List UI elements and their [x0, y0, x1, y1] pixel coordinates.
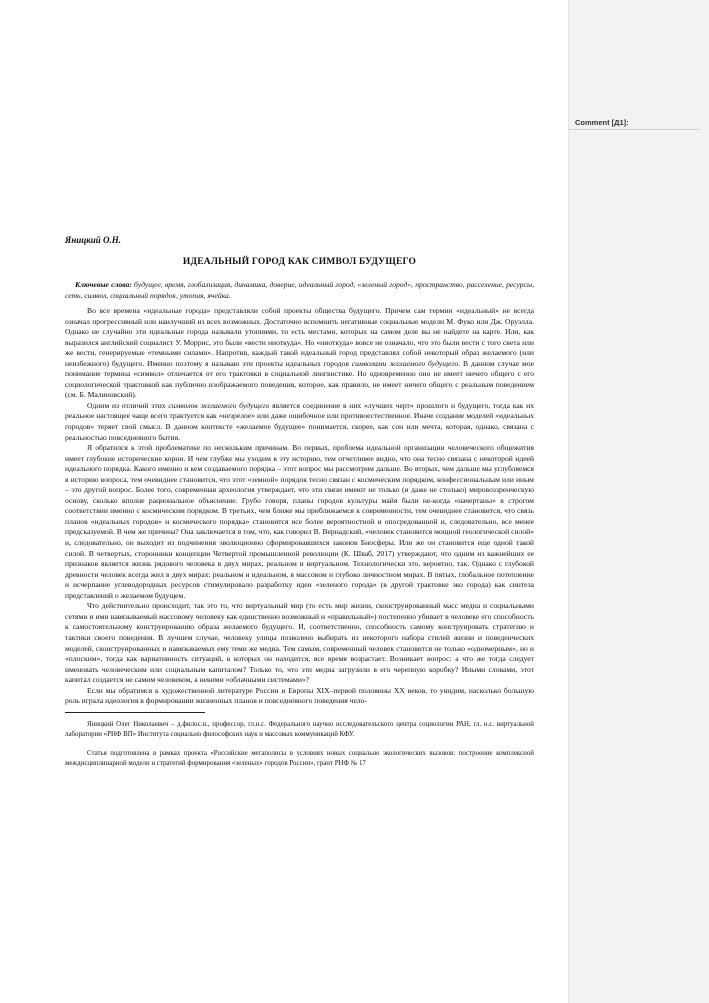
article-body	[65, 235, 534, 779]
paragraph-1-emphasis: символами желаемого будущего	[351, 358, 459, 368]
comment-connector-line	[569, 129, 699, 130]
author-name: Яницкий О.Н.	[65, 235, 122, 245]
paragraph-2-emphasis: символов желаемого будущего	[168, 400, 270, 410]
keywords-label: Ключевые слова:	[75, 280, 132, 289]
paragraph-1-text-a: Во все времена «идеальные города» представляли собой проекты общества будущего. Причем сам термин «идеальный» не всегда означал прогрессивный или наилучший из всех возможных. Достаточно вспомнить негативные социальные модели М. Фуко или Дж. Оруэлла. Однако не случайно эти идеальные города называли утопиями, то есть местами, которых на самом деле вы не найдете на карте. Или, как выразился английский социалист У. Моррис, это были «вести ниоткуда». Но «ниоткуда» вовсе не означало, что это были вести с того света или же вести, генерируемые «темными силами». Напротив, каждый такой идеальный город представлял собой некоторый образ желаемого (или неизбежного) будущего. Именно поэтому я называю эти проекты идеальных городов	[65, 306, 534, 368]
paragraph-5: Если мы обратимся к художественной литературе России и Европы XIX–первой половины XX веков, то увидим, насколько большую роль играла идеология в формировании жизненных планов и повседневного поведения чело-	[65, 685, 534, 706]
comment-label[interactable]: Comment [Д1]:	[575, 118, 629, 127]
footnote-2: Статья подготовлена в рамках проекта «Российские мегаполисы в условиях новых социально экологических вызовов: построение комплексной междисциплинарной модели и стратегий формирования «зеленых» городов России», грант РНФ № 17	[65, 750, 534, 768]
paragraph-2-text-b: является соединение в них «лучших черт» прошлого и будущего, тогда как их реальное настоящее чаще всего трактуется как «незрелое» или даже ошибочное или противоестественное. Иначе создание моделей «идеальных городов» теряет свой смысл. В данном контексте «желаемое будущее» понимается, скорее, как сон или мечта, которая, однако, связана с реальностью повседневного бытия.	[65, 400, 534, 442]
keywords-text: будущее, время, глобализация, динамика, доверие, идеальный город, «зеленый город», пространство, расселение, ресурсы, сеть, символ, социальный порядок, утопия, ячейка.	[65, 280, 534, 300]
article-title: ИДЕАЛЬНЫЙ ГОРОД КАК СИМВОЛ БУДУЩЕГО	[182, 257, 417, 267]
paragraph-1-text-b: . В данном случае мое понимание термина «символ» отличается от его трактовки в социальной лингвистике. Но одновременно оно не имеет ничего общего с его социологической трактовкой как публично изображаемого поведения, которое, как правило, не имеет ничего общего с реальным поведением (см. Б. Малиновский).	[65, 358, 534, 400]
paragraph-3: Я обратился к этой проблематике по нескольким причинам. Во первых, проблема идеальной организации человеческого общежития имеет глубокие исторические корни. И чем глубже мы уходим в эту историю, тем отчетливее видно, что она тесно связана с некоторой идеей идеального порядка. Какого именно и кем создаваемого порядка – этот вопрос мы рассмотрим дальше. Во вторых, чем дальше мы углубляемся в историю вопроса, тем очевиднее становится, что этот «земной» порядок тесно связан с космическим порядком, конфессиональным или иным – это другой вопрос. Более того, современная археология утверждает, что эти связи имеют не только (и даже не столько) мировоззренческую основу, сколько вполне рациональное объяснение. Грубо говоря, планы городов культуры майя были не-когда «начертаны» в строгом соответствии именно с космическим порядком. В третьих, чем ближе мы приближаемся к современности, тем очевиднее становится, что связь планов «идеальных городов» и космического порядка» становится все более вероятностной и опосредованной и, следовательно, все менее предсказуемой. В чем же причина? Она заключается в том, что, как говорил В. Вернадский, «человек становится мощной геологической силой» и, следовательно, он выходит из подчинения эволюционно сформировавшихся законов Биосферы. Или же он становится еще одной такой силой. В четвертых, сторонники концепции Четвертой промышленной революции (К. Шваб, 2017) утверждают, что одним из важнейших ее признаков является жизнь рядового человека в двух мирах, реальном и виртуальном. Технологически это, вероятно, так. Однако с глубокой древности человек всегда жил в двух мирах: реальном и идеальном, в массовом и глубоко личностном мирах. В пятых, глобальное потепление и исчерпание углеводородных ресурсов стимулировало разработку идеи «зеленого города» (в другой трактовке эко города) как синтеза представлений о желаемом будущем.	[65, 443, 534, 600]
paragraph-2-text-a: Одним из отличий этих	[87, 400, 169, 410]
paragraph-2	[65, 401, 534, 443]
comment-sidebar	[568, 0, 709, 1003]
paragraph-1	[65, 306, 534, 401]
paragraph-4: Что действительно происходит, так это то, что виртуальный мир (то есть мир жизни, сконструированный масс медиа и социальными сетями и ими навязываемый массовому человеку как единственно возможный и «правильный») постепенно убивает в человеке его способность к самостоятельному конструированию образа желаемого будущего. И, соответственно, способность самому конструировать стратегию и тактики своего поведения. В лучшем случае, человеку улицы позволено выбирать из некоторого набора стилей жизни и поведенческих моделей, сконструированных и навязываемых ему теми же медиа. Тем самым, современный человек становится не только «одномерным», но и «плоским», тогда как вариативность ситуаций, в которых он находится, все время возрастает. Возникает вопрос: а что же тогда следует именовать человеческим или социальным капиталом? Только то, что эти медиа загрузили в его черепную коробку? Иными словами, этот капитал создается не самим человеком, а некими «облачными системами»?	[65, 601, 534, 685]
footnote-1: Яницкий Олег Николаевич – д.филос.н., профессор, гл.н.с. Федерального научно исследовательского центра социологии РАН, гл. н.с. виртуальной лаборатории «РНФ ВП» Института социально философских наук и массовых коммуникаций КФУ.	[65, 720, 534, 738]
footnote-separator	[65, 712, 205, 713]
keywords-paragraph	[65, 279, 534, 301]
